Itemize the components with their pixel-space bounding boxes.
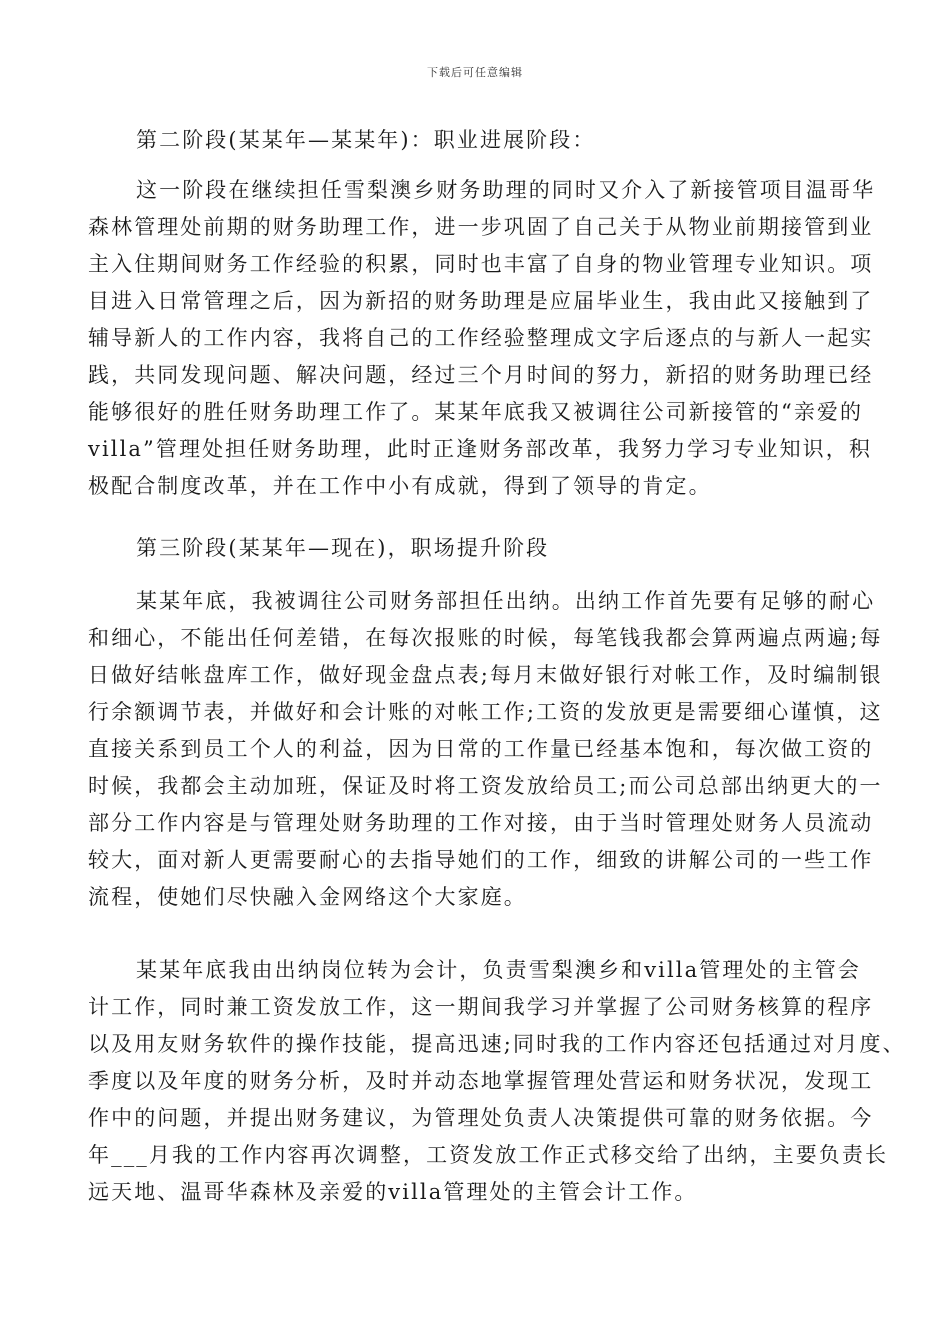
paragraph-line: 远天地、温哥华森林及亲爱的villa管理处的主管会计工作。 xyxy=(88,1180,698,1204)
page-header: 下载后可任意编辑 xyxy=(427,66,523,79)
paragraph-line: 以及用友财务软件的操作技能，提高迅速;同时我的工作内容还包括通过对月度、 xyxy=(88,1032,906,1056)
paragraph-line: 部分工作内容是与管理处财务助理的工作对接，由于当时管理处财务人员流动 xyxy=(88,811,874,835)
paragraph-line: 较大，面对新人更需要耐心的去指导她们的工作，细致的讲解公司的一些工作 xyxy=(88,848,874,872)
paragraph-line: 流程，使她们尽快融入金网络这个大家庭。 xyxy=(88,885,527,909)
paragraph-line: 森林管理处前期的财务助理工作，进一步巩固了自己关于从物业前期接管到业 xyxy=(88,215,874,239)
paragraph-line: 目进入日常管理之后，因为新招的财务助理是应届毕业生，我由此又接触到了 xyxy=(88,289,874,313)
paragraph-line: 某某年底，我被调往公司财务部担任出纳。出纳工作首先要有足够的耐心 xyxy=(136,589,876,613)
paragraph-line: 季度以及年度的财务分析，及时并动态地掌握管理处营运和财务状况，发现工 xyxy=(88,1069,874,1093)
paragraph-line: 行余额调节表，并做好和会计账的对帐工作;工资的发放更是需要细心谨慎，这 xyxy=(88,700,883,724)
paragraph-line: 践，共同发现问题、解决问题，经过三个月时间的努力，新招的财务助理已经 xyxy=(88,363,874,387)
paragraph-line: 时候，我都会主动加班，保证及时将工资发放给员工;而公司总部出纳更大的一 xyxy=(88,774,883,798)
paragraph-line: 直接关系到员工个人的利益，因为日常的工作量已经基本饱和，每次做工资的 xyxy=(88,737,874,761)
paragraph-line: 辅导新人的工作内容，我将自己的工作经验整理成文字后逐点的与新人一起实 xyxy=(88,326,874,350)
paragraph-line: 极配合制度改革，并在工作中小有成就，得到了领导的肯定。 xyxy=(88,474,712,498)
paragraph-line: 这一阶段在继续担任雪梨澳乡财务助理的同时又介入了新接管项目温哥华 xyxy=(136,178,876,202)
section-heading: 第三阶段(某某年—现在)，职场提升阶段 xyxy=(136,536,550,560)
section-heading: 第二阶段(某某年—某某年)：职业进展阶段： xyxy=(136,128,596,152)
paragraph-line: villa”管理处担任财务助理，此时正逢财务部改革，我努力学习专业知识，积 xyxy=(88,437,872,461)
paragraph-line: 能够很好的胜任财务助理工作了。某某年底我又被调往公司新接管的“亲爱的 xyxy=(88,400,864,424)
paragraph-line: 和细心，不能出任何差错，在每次报账的时候，每笔钱我都会算两遍点两遍;每 xyxy=(88,626,883,650)
paragraph-line: 年___月我的工作内容再次调整，工资发放工作正式移交给了出纳，主要负责长 xyxy=(88,1143,889,1167)
paragraph-line: 某某年底我由出纳岗位转为会计，负责雪梨澳乡和villa管理处的主管会 xyxy=(136,958,861,982)
paragraph-line: 计工作，同时兼工资发放工作，这一期间我学习并掌握了公司财务核算的程序 xyxy=(88,995,874,1019)
paragraph-line: 主入住期间财务工作经验的积累，同时也丰富了自身的物业管理专业知识。项 xyxy=(88,252,874,276)
paragraph-line: 日做好结帐盘库工作，做好现金盘点表;每月末做好银行对帐工作，及时编制银 xyxy=(88,663,883,687)
paragraph-line: 作中的问题，并提出财务建议，为管理处负责人决策提供可靠的财务依据。今 xyxy=(88,1106,874,1130)
